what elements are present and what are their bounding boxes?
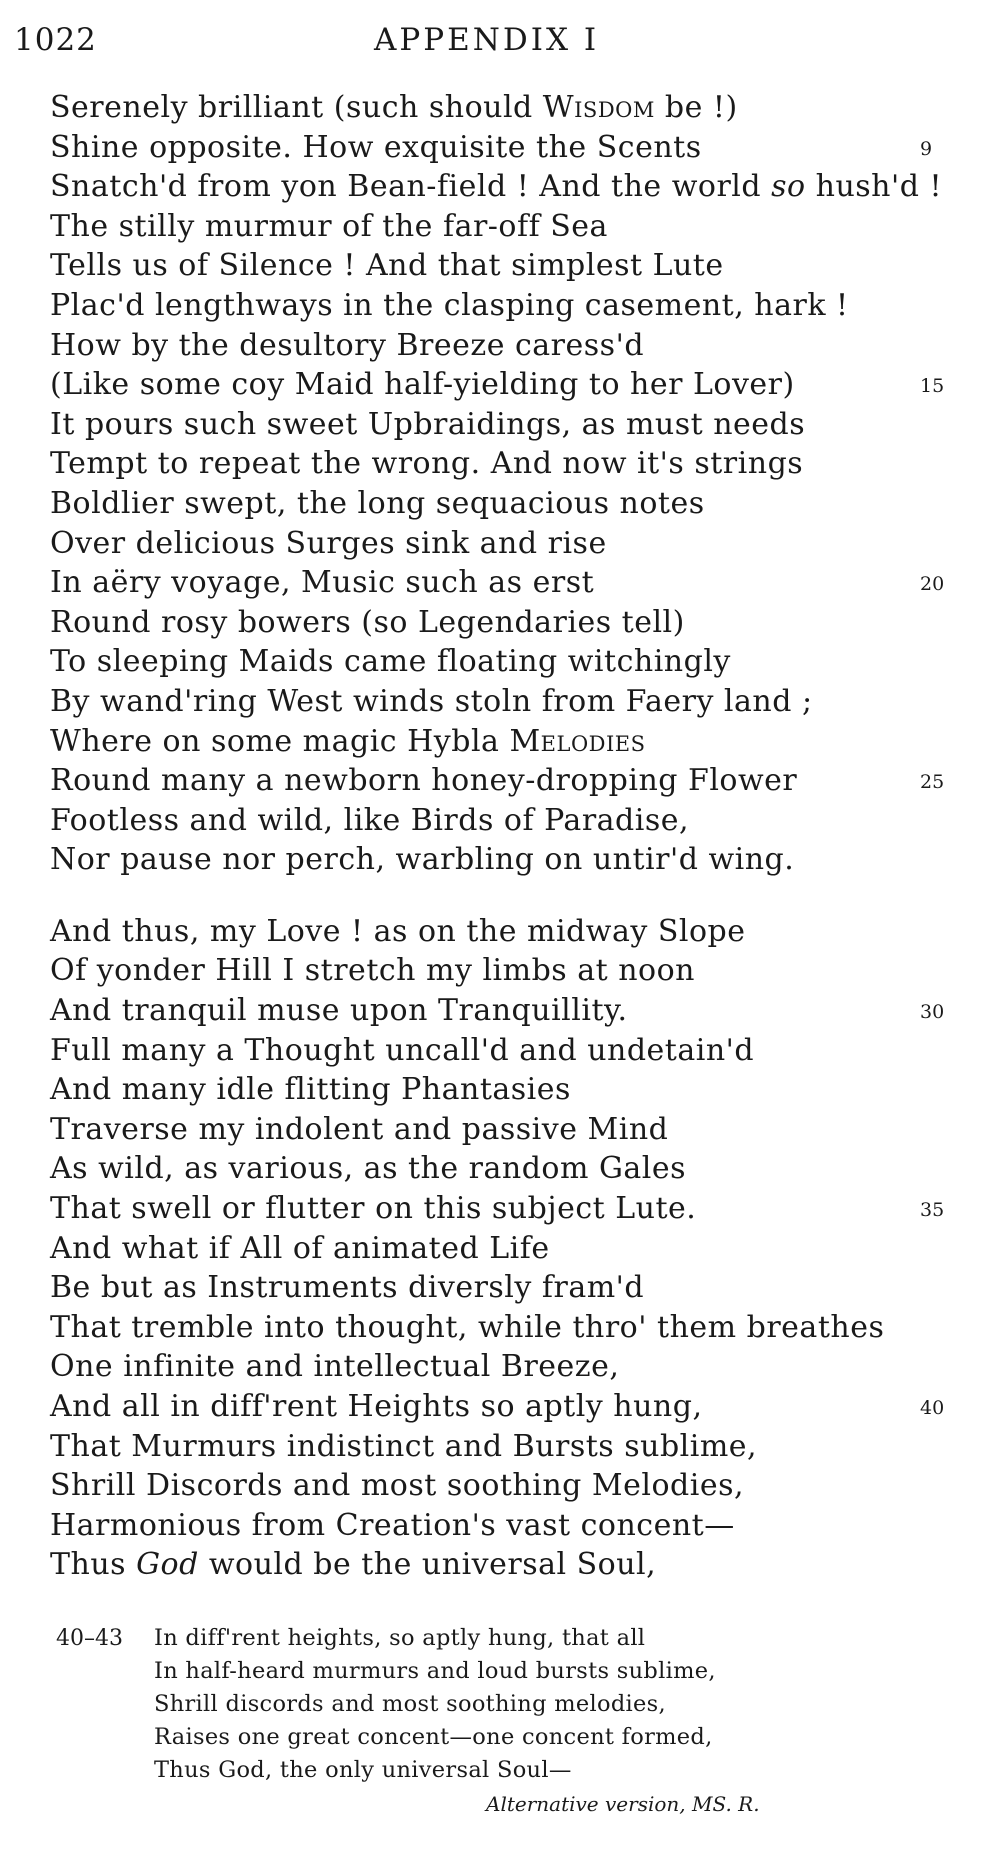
footnote-line: In diff'rent heights, so aptly hung, that all	[154, 1625, 646, 1651]
text-segment: Round rosy bowers (so Legendaries tell)	[50, 604, 685, 640]
footnote-variant-lines	[154, 1622, 716, 1787]
line-number: 30	[920, 1001, 945, 1024]
poem-line	[50, 286, 970, 326]
poem-line-text	[50, 1466, 744, 1506]
poem-line-text	[50, 912, 746, 952]
footnote-line: Shrill discords and most soothing melodies,	[154, 1691, 666, 1717]
poem-line-text	[50, 642, 731, 682]
poem-line	[50, 801, 970, 841]
poem-line-text	[50, 444, 803, 484]
poem-line-text	[50, 484, 705, 524]
text-segment: Nor pause nor perch, warbling on untir'd wing.	[50, 842, 795, 878]
poem-line-text	[50, 1545, 656, 1585]
poem-line	[50, 1427, 970, 1467]
line-number: 25	[920, 771, 945, 794]
poem-line	[50, 207, 970, 247]
poem-line	[50, 840, 970, 880]
poem-line-text	[50, 603, 685, 643]
poem-line-text	[50, 1031, 754, 1071]
footnote-line-ref: 40–43	[56, 1626, 123, 1651]
text-segment: Shrill Discords and most soothing Melodies,	[50, 1468, 745, 1504]
running-head: APPENDIX I	[374, 22, 600, 58]
text-segment: (Like some coy Maid half-yielding to her Lover)	[50, 367, 795, 403]
text-segment: Serenely brilliant (such should	[50, 90, 543, 125]
poem-line	[50, 603, 970, 643]
poem-line	[50, 1070, 970, 1110]
poem-line-text	[50, 1070, 571, 1110]
poem-line	[50, 642, 970, 682]
text-segment: How by the desultory Breeze caress'd	[50, 327, 645, 363]
text-segment: One infinite and intellectual Breeze,	[50, 1349, 620, 1385]
text-segment: And all in diff'rent Heights so aptly hung,	[50, 1389, 703, 1424]
text-segment: And thus, my Love ! as on the midway Slope	[50, 913, 746, 949]
text-segment: Tempt to repeat the wrong. And now it's strings	[50, 446, 804, 482]
poem-line-text	[50, 1308, 884, 1348]
poem-line	[50, 1031, 970, 1071]
poem-line-text	[50, 722, 646, 762]
poem-line-text	[50, 1347, 619, 1387]
stanza-break	[50, 880, 970, 912]
text-segment: To sleeping Maids came floating witchingly	[50, 644, 731, 680]
text-segment: It pours such sweet Upbraidings, as must needs	[50, 406, 806, 442]
poem-line	[50, 326, 970, 366]
small-caps-text: Melodies	[509, 723, 646, 759]
poem-line	[50, 1110, 970, 1150]
poem-line	[50, 912, 970, 952]
poem-line	[50, 484, 970, 524]
text-segment: Shine opposite. How exquisite the Scents	[50, 129, 702, 165]
poem-line-text	[50, 1229, 550, 1269]
poem-line	[50, 951, 970, 991]
poem-line-text	[50, 682, 813, 722]
text-segment: That tremble into thought, while thro' them breathes	[50, 1309, 885, 1345]
line-number: 9	[920, 137, 933, 160]
poem-line	[50, 1545, 970, 1585]
poem-line	[50, 1149, 970, 1189]
line-number: 35	[920, 1199, 945, 1222]
text-segment: Thus	[50, 1547, 137, 1583]
poem-line-text	[50, 365, 795, 405]
text-segment: Full many a Thought uncall'd and undetain'd	[50, 1032, 755, 1068]
poem-line-text	[50, 1149, 686, 1189]
line-number: 20	[920, 573, 945, 596]
poem-line	[50, 524, 970, 564]
text-segment: Over delicious Surges sink and rise	[50, 525, 607, 561]
page-number: 1022	[14, 22, 97, 58]
poem-line	[50, 1268, 970, 1308]
poem-line	[50, 1506, 970, 1546]
poem-line-text	[50, 246, 724, 286]
line-number: 40	[920, 1397, 945, 1419]
line-number: 15	[920, 375, 945, 398]
poem-line-text	[50, 286, 849, 326]
text-segment: The stilly murmur of the far-off Sea	[50, 208, 608, 244]
poem-line-text	[50, 1268, 644, 1308]
poem-line-text	[50, 1189, 696, 1229]
poem-line-text	[50, 1506, 735, 1546]
text-segment: Harmonious from Creation's vast concent—	[50, 1507, 735, 1543]
page-header	[14, 22, 960, 62]
poem-line-text	[50, 1427, 757, 1467]
text-segment: Traverse my indolent and passive Mind	[50, 1111, 669, 1147]
footnote-source: Alternative version, MS. R.	[486, 1792, 760, 1816]
poem-line-text	[50, 563, 594, 603]
text-segment: Where on some magic Hybla	[50, 723, 510, 759]
text-segment: Of yonder Hill I stretch my limbs at noon	[50, 953, 695, 989]
poem-line	[50, 1347, 970, 1387]
poem-line-text	[50, 1110, 668, 1150]
footnote-line: Thus God, the only universal Soul—	[154, 1757, 572, 1783]
italic-text: so	[771, 169, 806, 205]
small-caps-text: Wisdom	[542, 90, 655, 125]
text-segment: Footless and wild, like Birds of Paradise,	[50, 802, 690, 838]
poem-line	[50, 167, 970, 207]
poem-line	[50, 1189, 970, 1229]
text-segment: Be but as Instruments diversly fram'd	[50, 1270, 645, 1306]
poem-line	[50, 1229, 970, 1269]
poem-line	[50, 722, 970, 762]
text-segment: By wand'ring West winds stoln from Faery land ;	[50, 683, 813, 719]
poem-line-text	[50, 840, 794, 880]
poem-line-text	[50, 326, 644, 366]
poem-line-text	[50, 88, 738, 128]
poem-line-text	[50, 1387, 703, 1427]
poem-line	[50, 444, 970, 484]
poem-line	[50, 682, 970, 722]
text-segment: And tranquil muse upon Tranquillity.	[50, 993, 628, 1029]
text-segment: Plac'd lengthways in the clasping casement, hark !	[50, 287, 849, 323]
stanza	[50, 88, 970, 880]
poem-line	[50, 405, 970, 445]
text-segment: Tells us of Silence ! And that simplest Lute	[50, 248, 724, 284]
poem-line-text	[50, 801, 689, 841]
poem-line	[50, 563, 970, 603]
poem-body	[50, 88, 970, 1585]
poem-line-text	[50, 207, 608, 247]
poem-line	[50, 761, 970, 801]
text-segment: Snatch'd from yon Bean-field ! And the world	[50, 169, 772, 205]
poem-line-text	[50, 405, 805, 445]
poem-line	[50, 1466, 970, 1506]
text-segment: As wild, as various, as the random Gales	[50, 1151, 687, 1187]
poem-line	[50, 991, 970, 1031]
poem-line-text	[50, 524, 607, 564]
footnote-line: Raises one great concent—one concent formed,	[154, 1724, 713, 1750]
text-segment: hush'd !	[805, 169, 943, 205]
poem-line-text	[50, 128, 702, 168]
footnote-line: In half-heard murmurs and loud bursts sublime,	[154, 1658, 716, 1684]
text-segment: That swell or flutter on this subject Lute.	[50, 1191, 697, 1227]
poem-line	[50, 365, 970, 405]
text-segment: That Murmurs indistinct and Bursts sublime,	[50, 1428, 758, 1464]
poem-line-text	[50, 991, 628, 1031]
text-segment: would be the universal Soul,	[198, 1547, 657, 1583]
poem-line	[50, 1387, 970, 1427]
poem-line	[50, 88, 970, 128]
stanza	[50, 912, 970, 1585]
poem-line	[50, 1308, 970, 1348]
text-segment: be !)	[654, 90, 738, 125]
text-segment: Boldlier swept, the long sequacious notes	[50, 485, 705, 521]
poem-line-text	[50, 761, 797, 801]
text-segment: Round many a newborn honey-dropping Flower	[50, 763, 798, 799]
poem-line	[50, 246, 970, 286]
text-segment: In aëry voyage, Music such as erst	[50, 565, 595, 601]
text-segment: And many idle flitting Phantasies	[50, 1072, 571, 1108]
poem-line-text	[50, 951, 695, 991]
poem-line	[50, 128, 970, 168]
italic-text: God	[136, 1547, 199, 1583]
text-segment: And what if All of animated Life	[50, 1230, 550, 1266]
poem-line-text	[50, 167, 942, 207]
